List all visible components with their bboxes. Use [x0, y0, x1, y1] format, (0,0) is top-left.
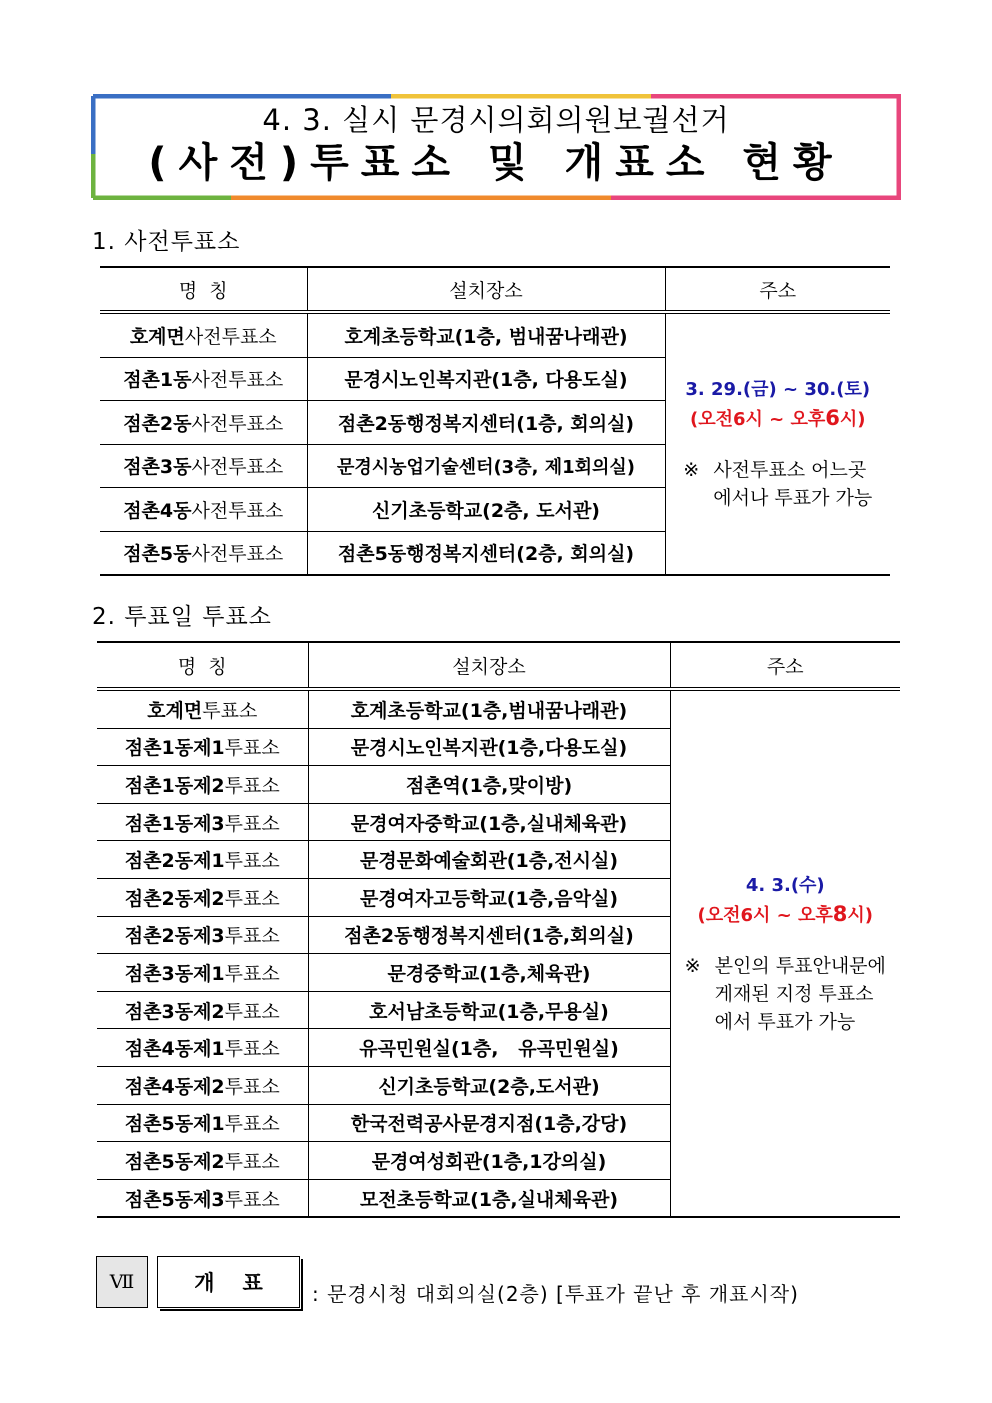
station-location: 호계초등학교(1층,범내꿈나래관) [308, 689, 670, 728]
station-name: 점촌2동사전투표소 [100, 401, 307, 445]
station-name: 점촌2동제1투표소 [97, 841, 308, 879]
station-name: 점촌3동사전투표소 [100, 444, 307, 488]
station-name: 호계면사전투표소 [100, 312, 307, 357]
station-name: 점촌2동제2투표소 [97, 878, 308, 916]
station-name: 점촌5동제2투표소 [97, 1142, 308, 1180]
station-name: 점촌5동제3투표소 [97, 1179, 308, 1217]
station-name: 점촌1동제2투표소 [97, 766, 308, 804]
station-location: 문경시노인복지관(1층,다용도실) [308, 728, 670, 766]
station-location: 한국전력공사문경지점(1층,강당) [308, 1104, 670, 1142]
station-location: 점촌5동행정복지센터(2층, 회의실) [307, 531, 665, 575]
station-location: 문경문화예술회관(1층,전시실) [308, 841, 670, 879]
election-day-date: 4. 3.(수) [745, 874, 825, 896]
reference-mark-icon: ※ [684, 954, 701, 977]
column-header-location: 설치장소 [308, 642, 670, 689]
title-line2: (사전)투표소 및 개표소 현황 [148, 140, 844, 186]
election-day-table [97, 641, 900, 1218]
table-header-row [97, 642, 900, 689]
station-name: 점촌1동사전투표소 [100, 357, 307, 401]
station-location: 문경시노인복지관(1층, 다용도실) [307, 357, 665, 401]
station-location: 문경시농업기술센터(3층, 제1회의실) [307, 444, 665, 488]
early-voting-table [100, 266, 890, 576]
title-box [91, 94, 901, 200]
station-name: 점촌3동제1투표소 [97, 954, 308, 992]
station-location: 문경여자고등학교(1층,음악실) [308, 878, 670, 916]
early-voting-date: 3. 29.(금) ~ 30.(토) [685, 379, 871, 400]
station-name: 점촌4동사전투표소 [100, 488, 307, 532]
station-location: 점촌2동행정복지센터(1층,회의실) [308, 916, 670, 954]
station-name: 점촌5동사전투표소 [100, 531, 307, 575]
station-location: 호서남초등학교(1층,무용실) [308, 991, 670, 1029]
station-name: 점촌2동제3투표소 [97, 916, 308, 954]
station-location: 모전초등학교(1층,실내체육관) [308, 1179, 670, 1217]
early-voting-address-cell [665, 312, 890, 575]
election-day-note: ※ 본인의 투표안내문에 게재된 지정 투표소 에서 투표가 가능 [685, 952, 886, 1036]
counting-label: 개표 [157, 1256, 300, 1308]
station-name: 점촌1동제1투표소 [97, 728, 308, 766]
station-name: 호계면투표소 [97, 689, 308, 728]
column-header-address: 주소 [670, 642, 900, 689]
election-day-time: (오전6시 ~ 오후8시) [697, 901, 874, 926]
early-voting-time: (오전6시 ~ 오후6시) [689, 406, 866, 430]
station-location: 점촌역(1층,맞이방) [308, 766, 670, 804]
reference-mark-icon: ※ [683, 459, 700, 481]
counting-location: : 문경시청 대회의실(2층) [투표가 끝난 후 개표시작) [312, 1282, 799, 1306]
station-location: 유곡민원실(1층, 유곡민원실) [308, 1029, 670, 1067]
column-header-name: 명 칭 [100, 267, 307, 312]
station-location: 문경여성회관(1층,1강의실) [308, 1142, 670, 1180]
early-voting-heading: 1. 사전투표소 [92, 229, 241, 255]
table-row [97, 689, 900, 728]
station-location: 신기초등학교(2층,도서관) [308, 1066, 670, 1104]
station-name: 점촌3동제2투표소 [97, 991, 308, 1029]
election-day-heading: 2. 투표일 투표소 [92, 604, 272, 630]
table-header-row [100, 267, 890, 312]
election-day-address-cell [670, 689, 900, 1217]
station-location: 문경여자중학교(1층,실내체육관) [308, 803, 670, 841]
column-header-name: 명 칭 [97, 642, 308, 689]
station-location: 점촌2동행정복지센터(1층, 회의실) [307, 401, 665, 445]
column-header-address: 주소 [665, 267, 890, 312]
station-location: 호계초등학교(1층, 범내꿈나래관) [307, 312, 665, 357]
title-line1: 4. 3. 실시 문경시의회의원보궐선거 [262, 103, 730, 137]
station-name: 점촌4동제1투표소 [97, 1029, 308, 1067]
section-number-badge: Ⅶ [96, 1256, 148, 1308]
table-row [100, 312, 890, 357]
station-location: 신기초등학교(2층, 도서관) [307, 488, 665, 532]
column-header-location: 설치장소 [307, 267, 665, 312]
early-voting-note: ※ 사전투표소 어느곳 에서나 투표가 가능 [683, 456, 872, 512]
station-location: 문경중학교(1층,체육관) [308, 954, 670, 992]
station-name: 점촌5동제1투표소 [97, 1104, 308, 1142]
station-name: 점촌4동제2투표소 [97, 1066, 308, 1104]
station-name: 점촌1동제3투표소 [97, 803, 308, 841]
